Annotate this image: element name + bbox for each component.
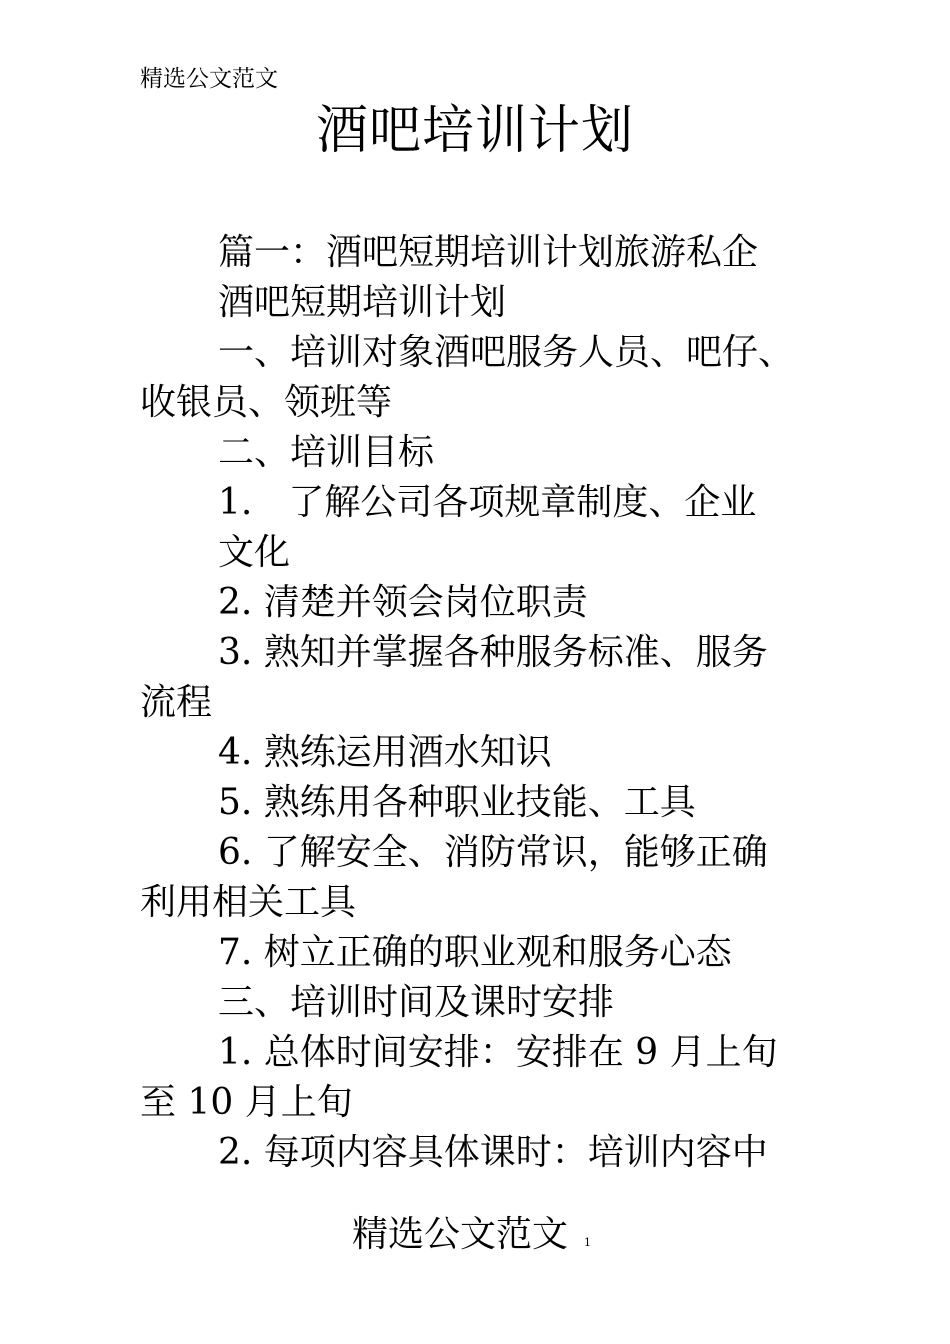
body-line: 利用相关工具 xyxy=(140,882,357,923)
document-body xyxy=(140,228,840,1178)
body-line: 7. 树立正确的职业观和服务心态 xyxy=(218,932,732,973)
body-line: 2. 清楚并领会岗位职责 xyxy=(218,582,588,623)
body-line: 2. 每项内容具体课时：培训内容中 xyxy=(218,1132,768,1173)
body-line: 1. 总体时间安排：安排在 9 月上旬 xyxy=(218,1032,778,1073)
body-line: 3. 熟知并掌握各种服务标准、服务 xyxy=(218,632,768,673)
page-number: 1 xyxy=(584,1236,591,1249)
body-line: 二、培训目标 xyxy=(218,432,435,473)
body-line: 4. 熟练运用酒水知识 xyxy=(218,732,552,773)
body-line: 一、培训对象酒吧服务人员、吧仔、 xyxy=(218,332,795,373)
body-line: 流程 xyxy=(140,682,213,723)
page-header-label: 精选公文范文 xyxy=(140,66,278,92)
document-title: 酒吧培训计划 xyxy=(315,101,634,161)
body-line: 三、培训时间及课时安排 xyxy=(218,982,615,1023)
body-line: 酒吧短期培训计划 xyxy=(218,282,507,323)
body-line: 收银员、领班等 xyxy=(140,382,393,423)
body-line: 至 10 月上旬 xyxy=(140,1082,353,1123)
body-line: 篇一：酒吧短期培训计划旅游私企 xyxy=(218,232,759,273)
body-line: 5. 熟练用各种职业技能、工具 xyxy=(218,782,696,823)
body-line: 1. 了解公司各项规章制度、企业 xyxy=(218,482,757,523)
page-footer-label: 精选公文范文 xyxy=(352,1214,569,1255)
body-line: 文化 xyxy=(218,532,291,573)
body-line: 6. 了解安全、消防常识，能够正确 xyxy=(218,832,768,873)
